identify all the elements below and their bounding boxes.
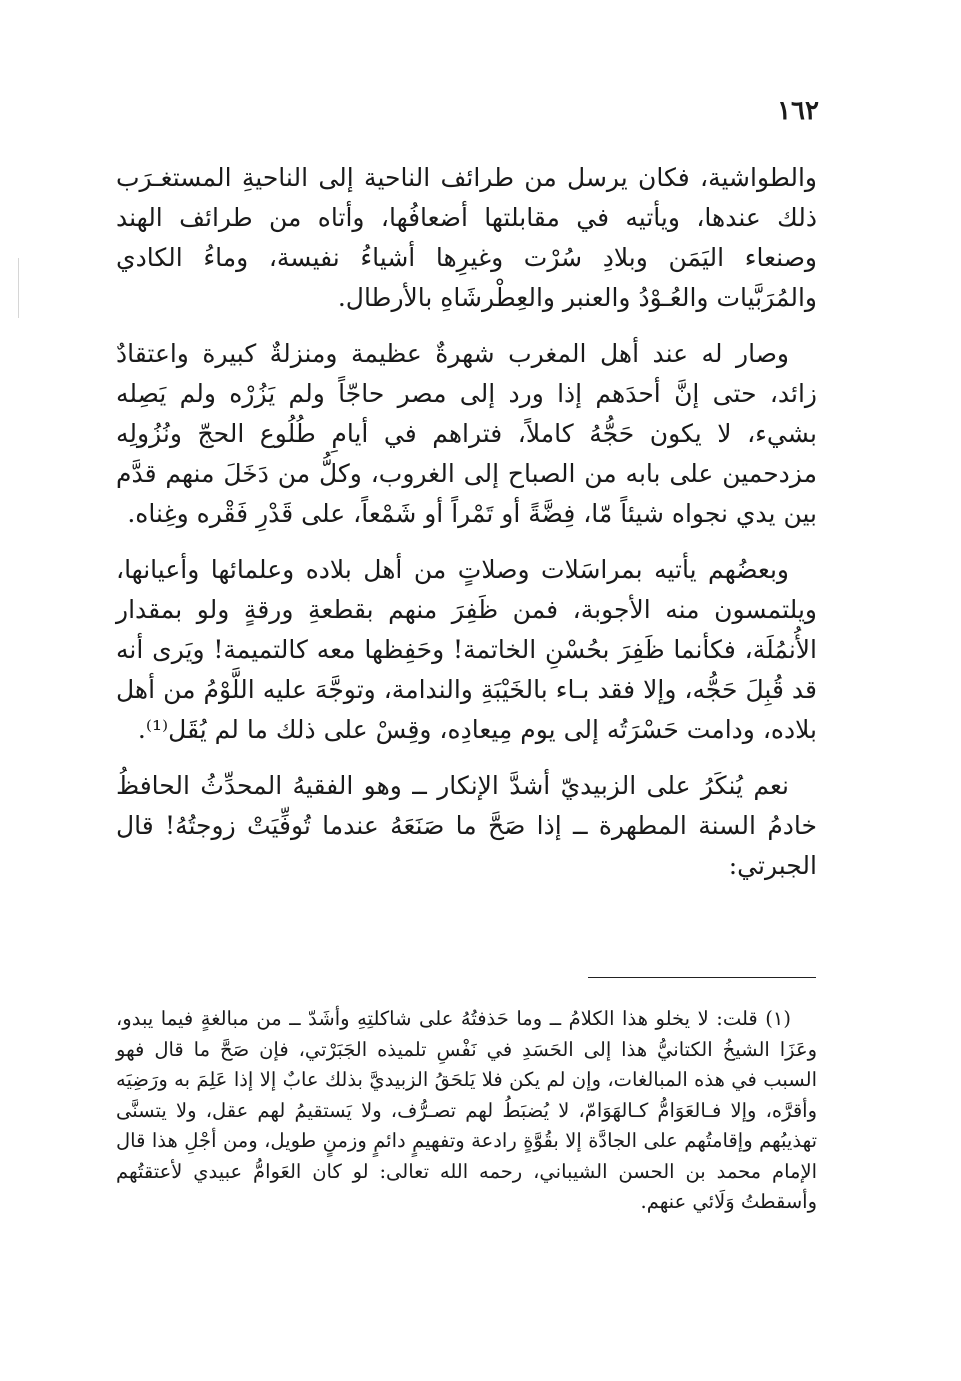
main-text	[116, 158, 817, 902]
footnote: (١) قلت: لا يخلو هذا الكلامُ ــ وما حَذفتُهُ على شاكلتِهِ وأشَدّ ــ من مبالغةٍ فيما يبدو، وعَزَا الشيخُ الكتانيُّ هذا إلى الحَسَدِ في نَفْسِ تلميذه الجَبَرْتي، فإن صَحَّ ما قال فهو السبب في هذه المبالغات، وإن لم يكن فلا يَلحَقُ الزبيديَّ بذلك عابٌ إلا إذا عَلِمَ به ورَضِيَه وأقرَّه، وإلا فـالعَوَامُّ كـالهَوَامّ، لا يُضبَطُ لهم تصـرُّف، ولا يَستقيمُ لهم عقل، ولا يتسنَّى تهذيبُهم وإقامتُهم على الجادَّة إلا بقُوَّةٍ رادعة وتفهيمٍ دائمٍ وزمنٍ طويل، ومن أجْلِ هذا قال الإمام محمد بن الحسن الشيباني، رحمه الله تعالى: لو كان العَوامُّ عبيدي لأعتقتُهم وأسقطتُ وَلَائي عنهم.	[116, 1007, 817, 1213]
page-number: ١٦٢	[777, 96, 819, 126]
paragraph: والطواشية، فكان يرسل من طرائف الناحية إلى الناحيةِ المستغـرَب ذلك عندها، ويأتيه في مقابلتها أضعافُها، وأتاه من طرائف الهند وصنعاء اليَمَن وبلادِ سُرْت وغيرِها أشياءُ نفيسة، وماءُ الكادي والمُرَبَّيات والعُـوْدُ والعنبر والعِطْرشَاهِ بالأرطال.	[116, 163, 817, 312]
paragraph: وصار له عند أهل المغرب شهرةٌ عظيمة ومنزلةٌ كبيرة واعتقادٌ زائد، حتى إنَّ أحدَهم إذا ورد إلى مصر حاجّاً ولم يَزُرْه ولم يَصِله بشيء، لا يكون حَجُّهُ كاملاً، فتراهم في أيامِ طُلُوع الحجّ ونُزُولِه مزدحمين على بابه من الصباح إلى الغروب، وكلُّ من دَخَلَ منهم قدَّم بين يدي نجواه شيئاً مّا، فِضَّةً أو تَمْراً أو شَمْعاً، على قَدْرِ فَقْره وغِناه.	[116, 339, 817, 528]
footnote-separator	[588, 977, 816, 978]
paragraph: وبعضُهم يأتيه بمراسَلات وصلاتٍ من أهل بلاده وعلمائها وأعيانها، ويلتمسون منه الأجوبة، فمن ظَفِرَ منهم بقطعةِ ورقةٍ ولو بمقدار الأُنمُلَة، فكأنما ظَفِرَ بحُسْنِ الخاتمة! وحَفِظها معه كالتميمة! ويَرى أنه قد قُبِلَ حَجُّه، وإلا فقد بـاء بالخَيْبَةِ والندامة، وتوجَّهَ عليه اللَّوْمُ من أهل بلاده، ودامت حَسْرَتُه إلى يوم مِيعادِه، وقِسْ على ذلك ما لم يُقَل⁽¹⁾.	[116, 555, 817, 744]
scan-edge-mark	[18, 258, 19, 318]
paragraph: نعم يُنكَرُ على الزبيديّ أشدَّ الإنكار ــ وهو الفقيهُ المحدِّثُ الحافظُ خادمُ السنة المطهرة ــ إذا صَحَّ ما صَنَعَهُ عندما تُوفِّيَتْ زوجتُهُ! قال الجبرتي:	[116, 771, 817, 880]
